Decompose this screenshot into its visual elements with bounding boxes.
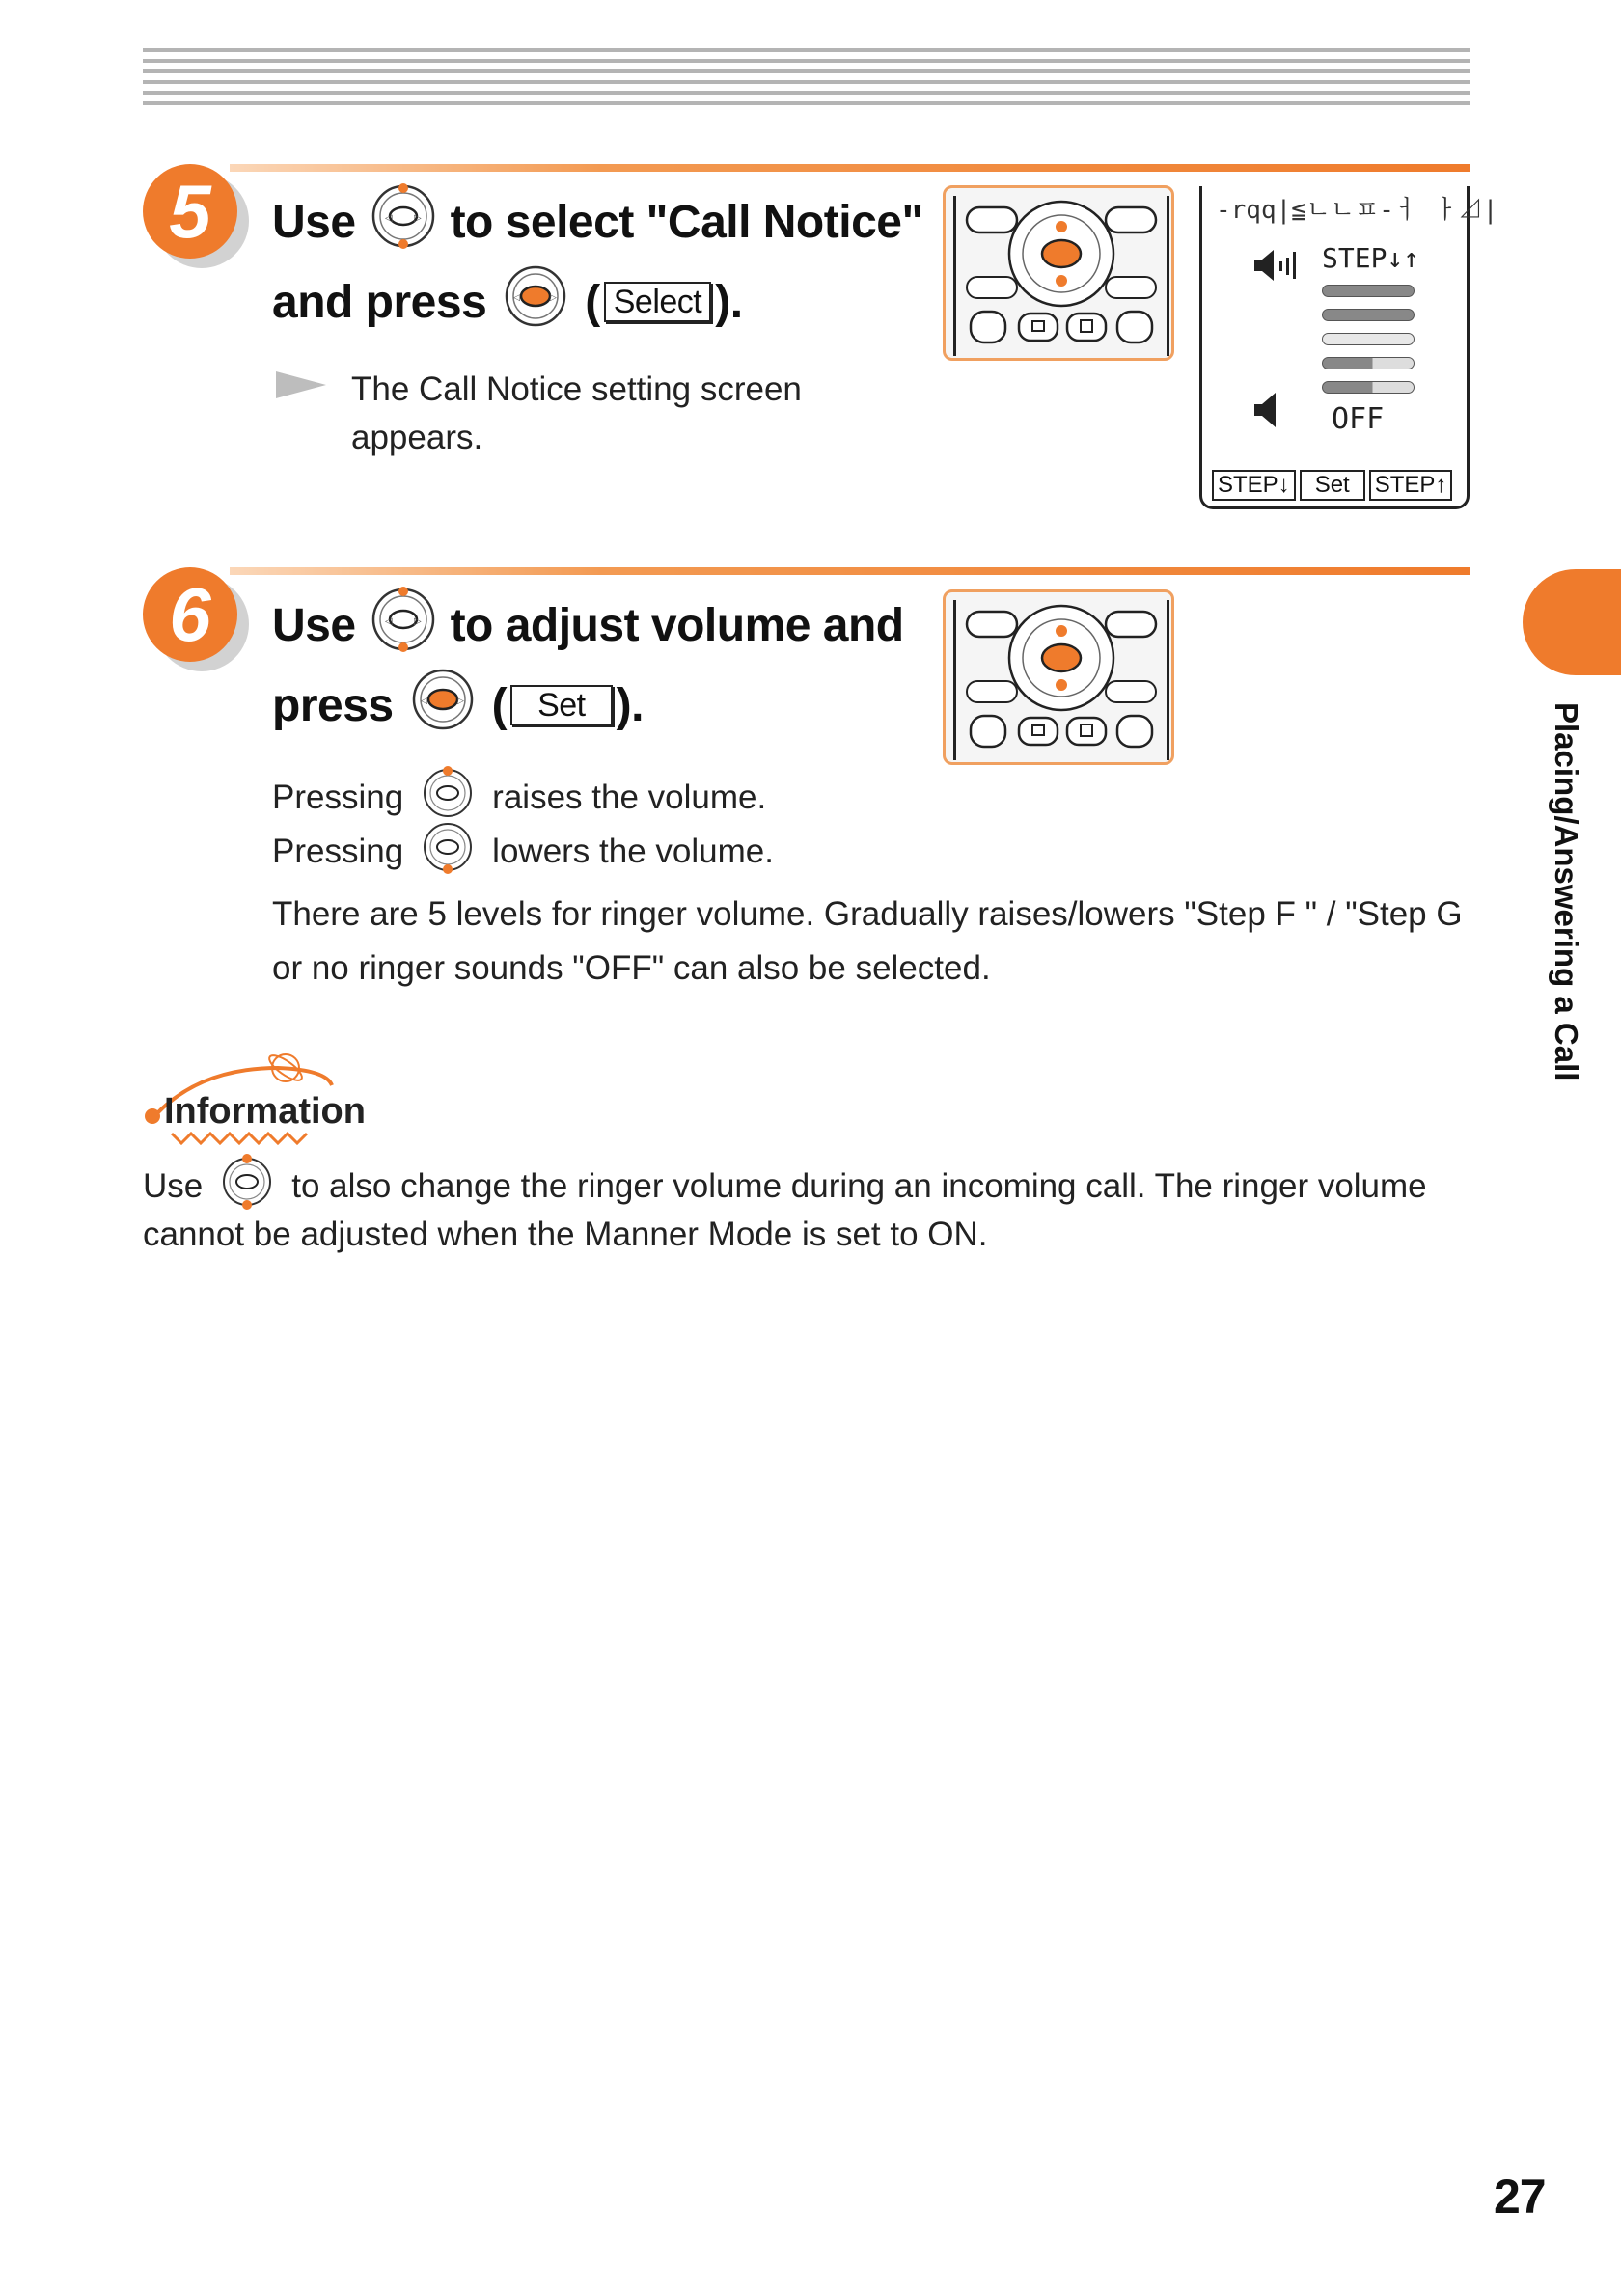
result-arrow-icon (274, 369, 328, 410)
info-text-cont: cannot be adjusted when the Manner Mode is set to ON. (143, 1216, 988, 1253)
softkey-step-down[interactable]: STEP↓ (1212, 470, 1296, 501)
svg-text:▷: ▷ (456, 697, 464, 706)
volume-level-3 (1322, 333, 1415, 345)
off-label: OFF (1332, 402, 1385, 436)
step-heading-line-2: press ◁ ▷ ( Set ). (272, 675, 644, 735)
step-heading-line-1 (272, 596, 904, 654)
and-press-text: and press (272, 276, 487, 328)
note-line-2 (272, 949, 991, 988)
multi-selector-up-down-icon (370, 586, 437, 665)
volume-level-5 (1322, 285, 1415, 297)
press-text: press (272, 679, 394, 731)
multi-selector-up-down-icon (220, 1153, 274, 1219)
step-heading-line-2: and press ◁ ▷ ( Select ). (272, 272, 743, 332)
speaker-loud-icon (1252, 246, 1306, 289)
heading-text: to adjust volume and (450, 599, 904, 651)
header-rules (143, 48, 1470, 116)
phone-keypad-illustration (943, 589, 1174, 765)
step-divider (230, 567, 1470, 575)
phone-keypad-illustration (943, 185, 1174, 361)
svg-text:◁: ◁ (513, 293, 520, 303)
volume-level-2 (1322, 357, 1415, 369)
result-text: The Call Notice setting screen (351, 369, 802, 408)
softkey-set[interactable]: Set (1300, 470, 1365, 501)
center-key-icon (407, 668, 479, 743)
result-text-cont: appears. (351, 419, 483, 456)
select-softkey[interactable]: Select (604, 282, 712, 322)
lower-instruction (272, 820, 774, 883)
off-option-note: or no ringer sounds "OFF" can also be selected. (272, 949, 991, 987)
step-6 (143, 567, 1470, 1021)
page-number: 27 (1494, 2170, 1546, 2224)
result-line-2 (351, 419, 482, 457)
svg-text:▷: ▷ (550, 293, 557, 303)
volume-level-1 (1322, 381, 1415, 394)
step-number-badge: 6 (143, 567, 239, 664)
svg-text:▷: ▷ (413, 213, 421, 224)
lower-text: lowers the volume. (492, 832, 774, 870)
set-softkey[interactable]: Set (510, 685, 613, 725)
chapter-title: Placing/Answering a Call (1549, 702, 1584, 1081)
screen-title: -rqq|≦ㄴㄴㅍ-ㅓ ㅏ⊿| (1216, 196, 1498, 225)
pressing-word: Pressing (272, 778, 404, 816)
step-divider (230, 164, 1470, 172)
heading-text: to select "Call Notice" (450, 196, 923, 248)
speaker-quiet-icon (1252, 391, 1281, 434)
info-line-2 (143, 1216, 988, 1254)
multi-selector-up-down-icon (370, 182, 437, 261)
information-heading (143, 1047, 394, 1153)
call-notice-screen (1199, 186, 1498, 509)
info-line-1 (143, 1153, 1427, 1219)
info-text: to also change the ringer volume during an incoming call. The ringer volume (291, 1166, 1427, 1205)
information-label: Information (164, 1091, 366, 1132)
use-word: Use (272, 599, 356, 651)
chapter-tab (1523, 569, 1621, 675)
note-line-1 (272, 895, 1463, 934)
svg-text:◁: ◁ (384, 616, 392, 627)
raise-text: raises the volume. (492, 778, 767, 816)
use-word: Use (143, 1166, 204, 1205)
svg-text:◁: ◁ (420, 697, 427, 706)
center-key-icon (500, 264, 571, 340)
result-line-1 (274, 369, 802, 410)
screen-softkeys (1212, 470, 1452, 501)
svg-text:◁: ◁ (384, 213, 392, 224)
volume-level-4 (1322, 309, 1415, 321)
softkey-step-up[interactable]: STEP↑ (1369, 470, 1453, 501)
use-word: Use (272, 196, 356, 248)
step-label: STEP↓↑ (1322, 242, 1420, 274)
step-heading-line-1 (272, 193, 923, 251)
svg-text:▷: ▷ (413, 616, 421, 627)
step-number-badge: 5 (143, 164, 239, 260)
pressing-word: Pressing (272, 832, 404, 870)
volume-levels-note: There are 5 levels for ringer volume. Gradually raises/lowers "Step F " / "Step G (272, 895, 1463, 933)
down-key-icon (421, 820, 475, 883)
